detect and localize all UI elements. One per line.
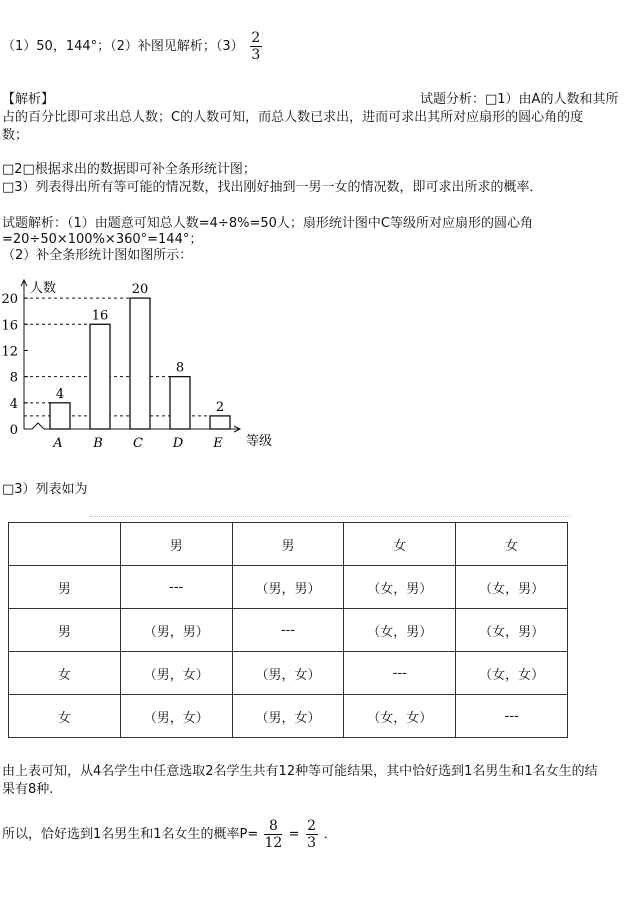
table-cell: （男，女） (232, 695, 344, 738)
bar-value-label: 16 (91, 308, 109, 324)
table-header-cell: 女 (344, 523, 456, 566)
table-cell: （女，男） (456, 609, 568, 652)
bar-chart (0, 275, 300, 455)
table-row-header: 男 (9, 566, 121, 609)
y-tick-label: 8 (9, 370, 18, 386)
category-label: B (93, 436, 103, 451)
fraction-numerator: 2 (307, 818, 317, 834)
table-header-cell: 男 (120, 523, 232, 566)
analysis-intro: 试题分析：□1）由A的人数和其所 (420, 92, 619, 107)
bar-value-label: 20 (131, 282, 149, 298)
category-label: A (53, 436, 63, 451)
category-label: D (172, 436, 184, 451)
table-header-cell (9, 523, 121, 566)
analysis-line-5: □3）列表得出所有等可能的情况数，找出刚好抽到一男一女的情况数，即可求出所求的概率． (2, 180, 543, 195)
final-prefix: 所以，恰好选到1名男生和1名女生的概率P= (2, 827, 259, 842)
conclusion-line-2: 果有8种. (2, 782, 54, 797)
table-header-row (9, 523, 568, 566)
solution-line-2: =20÷50×100%×360°=144°； (2, 232, 203, 247)
probability-table (8, 522, 568, 738)
table-cell: （女，女） (456, 652, 568, 695)
table-header-cell: 女 (456, 523, 568, 566)
bar-A (50, 403, 70, 429)
table-cell: --- (344, 652, 456, 695)
fraction-numerator: 8 (268, 818, 278, 834)
x-axis-label: 等级 (246, 434, 273, 449)
bar-B (90, 324, 110, 429)
table-cell: （男，男） (232, 566, 344, 609)
fraction-denominator: 12 (264, 835, 283, 851)
part3-intro: □3）列表如为 (2, 482, 88, 497)
fraction-denominator: 3 (307, 835, 317, 851)
category-label: C (133, 436, 143, 451)
solution-line-3: （2）补全条形统计图如图所示： (2, 248, 193, 263)
table-header-cell: 男 (232, 523, 344, 566)
table-cell: （男，女） (232, 652, 344, 695)
analysis-line-2: 占的百分比即可求出总人数；C的人数可知，而总人数已求出，进而可求出其所对应扇形的圆心角的度 (2, 110, 584, 125)
table-cell: （男，男） (120, 609, 232, 652)
fraction-numerator: 2 (251, 30, 261, 46)
y-tick-label: 12 (1, 344, 18, 360)
fraction-denominator: 3 (251, 47, 261, 63)
solution-line-1: 试题解析：（1）由题意可知总人数=4÷8%=50人；扇形统计图中C等级所对应扇形的圆心角 (2, 216, 533, 231)
table-cell: （女，女） (344, 695, 456, 738)
table-cell: --- (120, 566, 232, 609)
table-cell: （女，男） (456, 566, 568, 609)
bar-value-label: 8 (175, 360, 185, 376)
analysis-line-4: □2□根据求出的数据即可补全条形统计图； (2, 162, 256, 177)
table-cell: （男，女） (120, 695, 232, 738)
bar-value-label: 2 (215, 399, 225, 415)
table-cell: （女，男） (344, 566, 456, 609)
bar-D (170, 377, 190, 429)
answer-text: （1）50，144°；（2）补图见解析；（3） (2, 39, 244, 54)
table-row (9, 609, 568, 652)
table-row-header: 女 (9, 652, 121, 695)
analysis-label: 【解析】 (2, 92, 55, 107)
table-cell: （女，男） (344, 609, 456, 652)
conclusion-line-1: 由上表可知，从4名学生中任意选取2名学生共有12种等可能结果，其中恰好选到1名男生和1名女生的结 (2, 764, 598, 779)
final-fraction-2 (306, 818, 318, 851)
axis-break-symbol (32, 423, 44, 429)
y-tick-label: 16 (1, 318, 18, 334)
dotted-divider (90, 516, 570, 517)
equals-sign: = (288, 827, 300, 842)
table-cell: --- (232, 609, 344, 652)
y-tick-label: 4 (9, 396, 18, 412)
answer-line (2, 30, 264, 63)
table-cell: --- (456, 695, 568, 738)
y-tick-label: 20 (1, 292, 18, 308)
final-suffix: ． (323, 827, 337, 842)
table-row (9, 652, 568, 695)
table-row (9, 566, 568, 609)
bar-C (130, 298, 150, 429)
final-fraction-1 (264, 818, 282, 851)
bar-E (210, 416, 230, 429)
y-tick-label: 0 (9, 423, 18, 438)
answer-fraction (250, 30, 262, 63)
table-row-header: 男 (9, 609, 121, 652)
bar-value-label: 4 (55, 386, 65, 402)
table-cell: （男，女） (120, 652, 232, 695)
category-label: E (213, 436, 223, 451)
table-row (9, 695, 568, 738)
y-axis-label: 人数 (30, 281, 57, 296)
analysis-header (2, 88, 54, 107)
analysis-line-3: 数； (2, 128, 29, 143)
final-answer (2, 818, 337, 851)
table-row-header: 女 (9, 695, 121, 738)
